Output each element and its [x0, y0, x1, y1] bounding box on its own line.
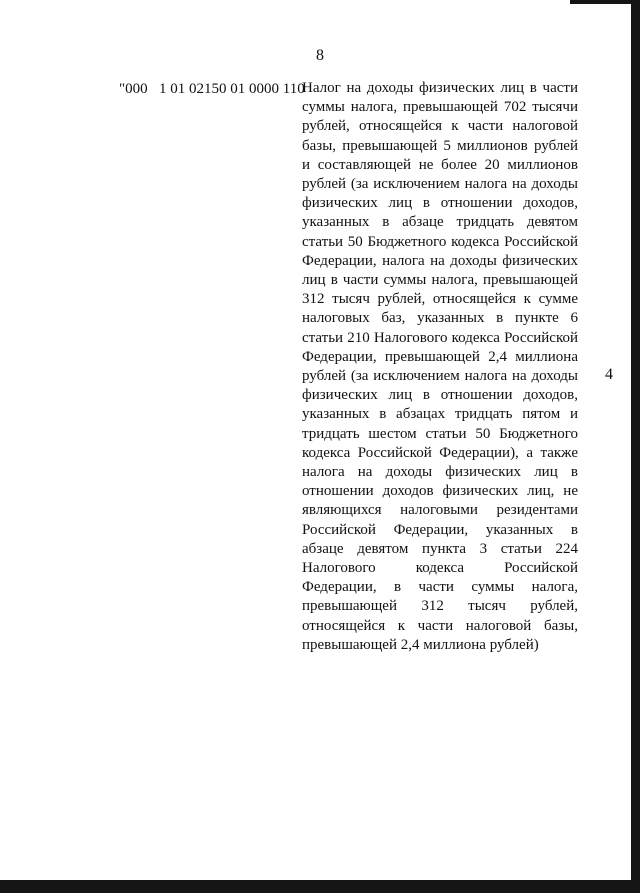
- scan-edge-bottom: [0, 880, 640, 893]
- admin-code: "000: [119, 81, 148, 97]
- scan-edge-top: [570, 0, 640, 4]
- margin-number: 4: [605, 366, 613, 383]
- income-description: Налог на доходы физических лиц в части суммы налога, превышающей 702 тысячи рублей, относящейся к части налоговой базы, превышающей 5 миллионов рублей и составляющей не более 20 миллионов рублей (за исключением налога на доходы физических лиц в отношении доходов, указанных в абзаце тридцать девятом статьи 50 Бюджетного кодекса Российской Федерации, налога на доходы физических лиц в части суммы налога, превышающей 312 тысяч рублей, относящейся к сумме налоговых баз, указанных в пункте 6 статьи 210 Налогового кодекса Российской Федерации, превышающей 2,4 миллиона рублей (за исключением налога на доходы физических лиц в отношении доходов, указанных в абзацах тридцать пятом и тридцать шестом статьи 50 Бюджетного кодекса Российской Федерации), а также налога на доходы физических лиц в отношении доходов физических лиц, не являющихся налоговыми резидентами Российской Федерации, указанных в абзаце девятом пункта 3 статьи 224 Налогового кодекса Российской Федерации, в части суммы налога, превышающей 312 тысяч рублей, относящейся к части налоговой базы, превышающей 2,4 миллиона рублей): [302, 80, 578, 653]
- page-number: 8: [316, 47, 324, 64]
- scan-edge-right: [631, 0, 640, 893]
- budget-classification-code: 1 01 02150 01 0000 110: [159, 81, 305, 97]
